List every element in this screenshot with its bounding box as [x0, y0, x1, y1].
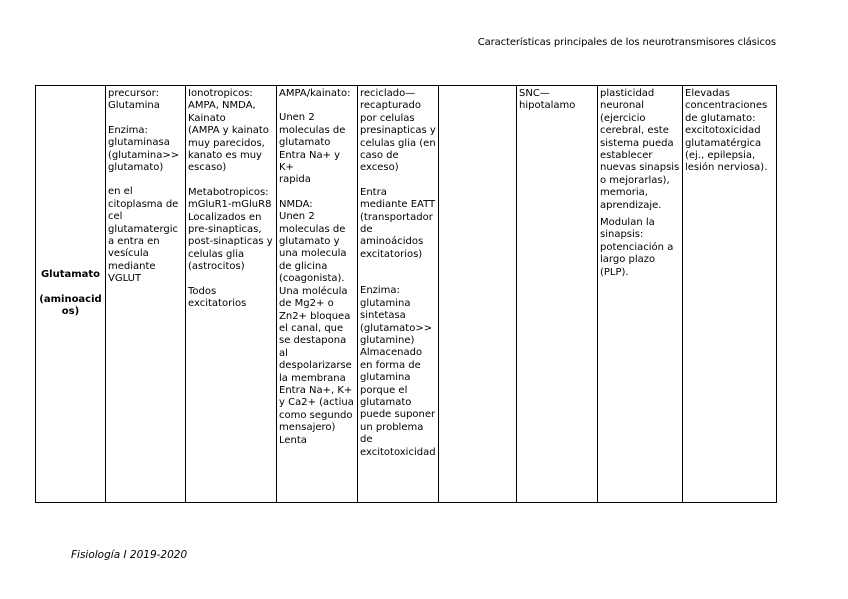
mechanism-cell: [277, 86, 358, 503]
synthesis-precursor: precursor: Glutamina: [108, 88, 160, 112]
removal-enzyme: Enzima: glutamina sintetasa (glutamato>> glutamine) Almacenado en forma de glutamina porque el glutamato puede suponer un problema de excitotoxicidad: [360, 285, 436, 458]
function-cell: [598, 86, 683, 503]
mechanism-ampa-title: AMPA/kainato:: [279, 88, 351, 99]
removal-recycling: reciclado—recapturado por celulas presinapticas y celulas glia (en caso de exceso): [360, 88, 436, 174]
function-plasticity: plasticidad neuronal (ejercicio cerebral, este sistema pueda establecer nuevas sinapsis o mejorarlas), memoria, aprendizaje.: [600, 88, 680, 211]
removal-transporter: Entra mediante EATT (transportador de aminoácidos excitatorios): [360, 186, 436, 260]
empty-cell: [439, 86, 517, 503]
neurotransmitter-table: [35, 85, 777, 503]
document-footer: Fisiología I 2019-2020: [71, 549, 188, 561]
document-header: Características principales de los neurotransmisores clásicos: [477, 37, 776, 48]
synthesis-cell: [106, 86, 186, 503]
receptors-effect: Todos excitatorios: [188, 285, 247, 310]
location-cell: [517, 86, 598, 503]
neurotransmitter-class: (aminoacidos): [39, 293, 102, 318]
neurotransmitter-name: Glutamato: [40, 269, 101, 281]
pathology-text: Elevadas concentraciones de glutamato: excitotoxicidad glutamatérgica (ej., epilepsia, lesión nerviosa).: [685, 88, 768, 174]
receptors-cell: [186, 86, 277, 503]
mechanism-nmda: NMDA: Unen 2 moleculas de glutamato y una molecula de glicina (coagonista). Una molécula de Mg2+ o Zn2+ bloquea el canal, que se destapona al despolarizarse la membrana Entra Na+, K+ y Ca2+ (actiua como segundo mensajero) Lenta: [279, 198, 354, 446]
removal-cell: [358, 86, 439, 503]
receptors-metabotropic: Metabotropicos: mGluR1-mGluR8 Localizados en pre-sinapticas, post-sinapticas y celulas glia (astrocitos): [188, 186, 273, 273]
pathology-cell: [683, 86, 777, 503]
receptors-ionotropic: Ionotropicos: AMPA, NMDA, Kainato (AMPA y kainato muy parecidos, kanato es muy escaso): [188, 88, 269, 174]
function-synapse: Modulan la sinapsis: potenciación a largo plazo (PLP).: [600, 217, 674, 278]
neurotransmitter-name-cell: [36, 86, 106, 503]
synthesis-enzyme: Enzima: glutaminasa (glutamina>> glutamato): [108, 124, 180, 174]
table-row: [36, 86, 777, 503]
location-text: SNC— hipotalamo: [519, 88, 576, 112]
mechanism-ampa-detail: Unen 2 moleculas de glutamato Entra Na+ y K+ rapida: [279, 112, 346, 186]
synthesis-storage: en el citoplasma de cel glutamatergica entra en vesícula mediante VGLUT: [108, 186, 179, 285]
